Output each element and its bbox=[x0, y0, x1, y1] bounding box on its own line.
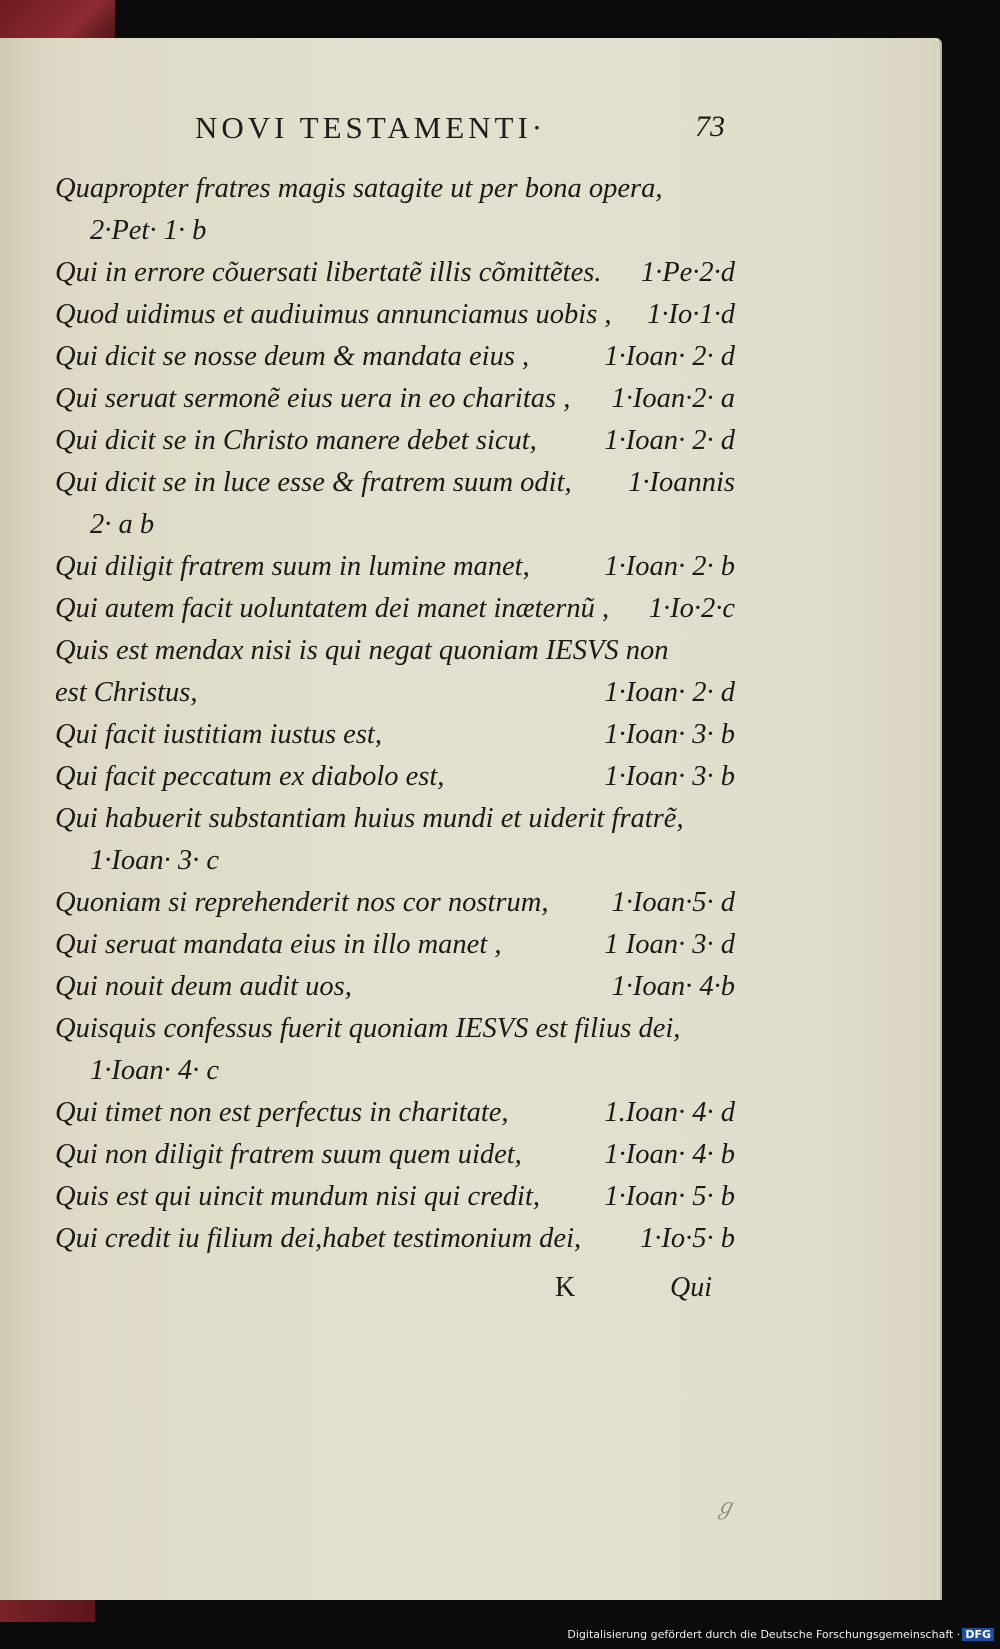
entry-text: Qui facit peccatum ex diabolo est, bbox=[55, 761, 445, 792]
entry-text: Qui facit iustitiam iustus est, bbox=[55, 719, 382, 750]
entry-reference: 1·Ioan· 2· d bbox=[604, 341, 735, 372]
entry-line bbox=[55, 1134, 735, 1176]
entry-line bbox=[55, 1092, 735, 1134]
entry-reference: 1·Ioan· 3· b bbox=[604, 761, 735, 792]
entry-text: Quis est mendax nisi is qui negat quoniam IESVS non bbox=[55, 635, 669, 666]
entry-line bbox=[55, 966, 735, 1008]
entry-text: Quis est qui uincit mundum nisi qui credit, bbox=[55, 1181, 541, 1212]
entry-reference: 1·Ioan·5· d bbox=[611, 887, 735, 918]
entry-text: Quisquis confessus fuerit quoniam IESVS est filius dei, bbox=[55, 1013, 681, 1044]
running-head: NOVI TESTAMENTI· bbox=[195, 110, 547, 145]
entry-text: 2· a b bbox=[90, 509, 155, 540]
entry-line bbox=[55, 168, 735, 210]
entry-text: Quod uidimus et audiuimus annunciamus uobis , bbox=[55, 299, 612, 330]
entry-reference: 1·Ioan·2· a bbox=[611, 383, 735, 414]
entry-text: Qui seruat mandata eius in illo manet , bbox=[55, 929, 502, 960]
entry-reference: 1·Ioan· 2· b bbox=[604, 551, 735, 582]
entry-text: Qui timet non est perfectus in charitate, bbox=[55, 1097, 509, 1128]
entry-line bbox=[55, 252, 735, 294]
entry-line bbox=[55, 882, 735, 924]
entry-text: Qui seruat sermonẽ eius uera in eo charitas , bbox=[55, 383, 571, 414]
entry-line bbox=[55, 756, 735, 798]
entry-reference: 1·Pe·2·d bbox=[640, 257, 735, 288]
entry-line bbox=[55, 420, 735, 462]
entry-line bbox=[55, 504, 735, 546]
catchword: Qui bbox=[670, 1272, 712, 1303]
entry-line bbox=[55, 840, 735, 882]
entry-text: 1·Ioan· 3· c bbox=[90, 845, 220, 876]
entry-line bbox=[55, 378, 735, 420]
entry-reference: 1·Ioan· 4· b bbox=[604, 1139, 735, 1170]
entry-text: Qui dicit se nosse deum & mandata eius , bbox=[55, 341, 530, 372]
entry-line bbox=[55, 294, 735, 336]
entry-line bbox=[55, 924, 735, 966]
entry-reference: 1·Io·1·d bbox=[647, 299, 735, 330]
entry-text: Qui non diligit fratrem suum quem uidet, bbox=[55, 1139, 522, 1170]
entry-line bbox=[55, 1218, 735, 1260]
page-footer bbox=[0, 1272, 740, 1312]
entry-text: Qui habuerit substantiam huius mundi et uiderit fratrẽ, bbox=[55, 803, 684, 834]
entry-line bbox=[55, 1176, 735, 1218]
entry-line bbox=[55, 1050, 735, 1092]
entry-line bbox=[55, 462, 735, 504]
entry-line bbox=[55, 630, 735, 672]
entry-text: est Christus, bbox=[55, 677, 198, 708]
entry-reference: 1·Io·2·c bbox=[648, 593, 735, 624]
entry-reference: 1.Ioan· 4· d bbox=[604, 1097, 735, 1128]
entry-text: Quapropter fratres magis satagite ut per bona opera, bbox=[55, 173, 663, 204]
entry-reference: 1 Ioan· 3· d bbox=[604, 929, 735, 960]
entry-line bbox=[55, 210, 735, 252]
credit-text: Digitalisierung gefördert durch die Deutsche Forschungsgemeinschaft · bbox=[567, 1628, 961, 1641]
index-entries bbox=[55, 168, 735, 1260]
entry-line bbox=[55, 672, 735, 714]
margin-mark: ℊ bbox=[714, 1494, 737, 1519]
folio-number: 73 bbox=[695, 110, 725, 143]
entry-text: Qui nouit deum audit uos, bbox=[55, 971, 352, 1002]
entry-text: Qui dicit se in Christo manere debet sicut, bbox=[55, 425, 537, 456]
entry-line bbox=[55, 798, 735, 840]
entry-line bbox=[55, 588, 735, 630]
entry-reference: 1·Ioan· 3· b bbox=[604, 719, 735, 750]
entry-reference: 1·Ioan· 2· d bbox=[604, 677, 735, 708]
page-header bbox=[195, 110, 745, 150]
entry-reference: 1·Ioan· 5· b bbox=[604, 1181, 735, 1212]
entry-text: Qui diligit fratrem suum in lumine manet, bbox=[55, 551, 530, 582]
dfg-logo: DFG bbox=[962, 1628, 994, 1641]
entry-text: Qui credit iu filium dei,habet testimonium dei, bbox=[55, 1223, 582, 1254]
entry-line bbox=[55, 1008, 735, 1050]
entry-line bbox=[55, 546, 735, 588]
entry-line bbox=[55, 714, 735, 756]
entry-reference: 1·Ioannis bbox=[628, 467, 735, 498]
entry-text: Qui in errore cõuersati libertatẽ illis cõmittẽtes. bbox=[55, 257, 602, 288]
entry-reference: 1·Ioan· 4·b bbox=[611, 971, 735, 1002]
entry-reference: 1·Io·5· b bbox=[640, 1223, 735, 1254]
entry-text: Qui autem facit uoluntatem dei manet inæternũ , bbox=[55, 593, 610, 624]
entry-line bbox=[55, 336, 735, 378]
entry-text: Qui dicit se in luce esse & fratrem suum odit, bbox=[55, 467, 572, 498]
entry-text: 2·Pet· 1· b bbox=[90, 215, 207, 246]
binding-edge-bottom bbox=[0, 1600, 95, 1622]
entry-text: 1·Ioan· 4· c bbox=[90, 1055, 220, 1086]
digitization-credit bbox=[567, 1628, 994, 1641]
signature-mark: K bbox=[555, 1272, 576, 1303]
entry-reference: 1·Ioan· 2· d bbox=[604, 425, 735, 456]
entry-text: Quoniam si reprehenderit nos cor nostrum, bbox=[55, 887, 549, 918]
